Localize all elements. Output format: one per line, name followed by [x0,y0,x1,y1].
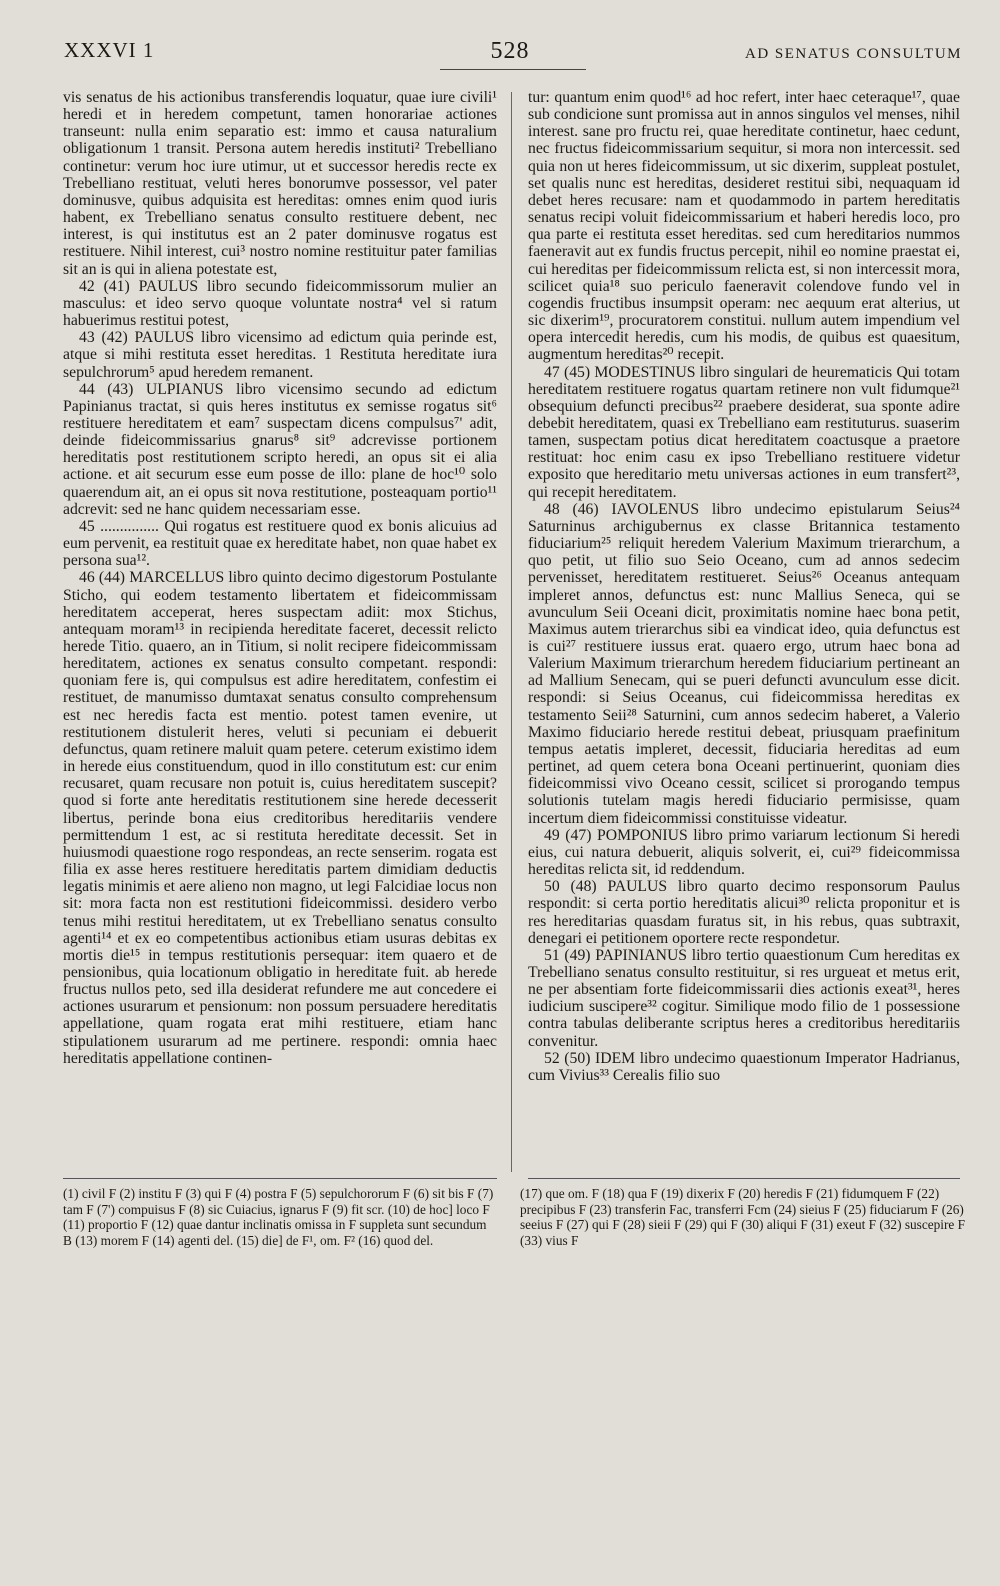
paragraph: 50 (48) PAULUS libro quarto decimo responsorum Paulus respondit: si certa portio hereditatis alicui³⁰ relicta proponitur et is res hereditarias quasdam furatus sit, in his rebus, quas subtraxit, denegari ei petitionem oportere recte respondetur. [528,878,960,947]
paragraph: 43 (42) PAULUS libro vicensimo ad edictum quia perinde est, atque si mihi restituta esset hereditas. 1 Restituta hereditate iura sepulchrorum⁵ apud heredem remanent. [63,329,497,381]
footnote-text: (1) civil F (2) institu F (3) qui F (4) postra F (5) sepulchororum F (6) sit bis F (7) tam F (7') compuisus F (8) sic Cuiacius, ignarus F (9) fit scr. (10) de hoc] loco F (11) proportio F (12) quae dantur inclinatis omissa in F suppleta sunt secundum B (13) morem F (14) agenti del. (15) die] de F¹, om. F² (16) quod del. [63,1186,494,1249]
page-number: 528 [490,38,530,64]
paragraph: 51 (49) PAPINIANUS libro tertio quaestionum Cum hereditas ex Trebelliano senatus consulto restituitur, si res urgueat et metus erit, ne per absentiam forte fideicommissarii dies actionis exeat³¹, heres iudicium suscipere³² cogitur. Similique modo filio de 1 possessione contra tabulas deliberante scriptus heres a creditoribus hereditariis convenitur. [528,946,960,1050]
header-rule [440,69,586,70]
paragraph: 48 (46) IAVOLENUS libro undecimo epistularum Seius²⁴ Saturninus archigubernus ex classe Britannica testamento fiduciarium²⁵ reliquit heredem Valerium Maximum trierarchum, a quo petit, ut filio suo Seio Oceano, cum ad annos sedecim pervenisset, hereditatem restitueret. Seius²⁶ Oceanus antequam impleret annos, defunctus est: nunc Mallius Seneca, qui se avunculum Seii Oceani dicit, proximitatis nomine haec bona petit, Maximus autem trierarchus sibi ea vindicat ideo, quia defunctus est is cui²⁷ restituere iussus erat. quaero ergo, utrum haec bona ad Valerium Maximum trierarchum heredem fiduciarium pertineant an ad Mallium Senecam, qui se pueri defuncti avunculum esse dicit. respondi: si Seius Oceanus, cui fideicommissa hereditas ex testamento Seii²⁸ Saturnini, cum annos sedecim haberet, a Valerio Maximo fiduciario herede restitui debeat, priusquam praefinitum tempus aetatis impleret, decessit, fiduciaria hereditas ad eum pertinet, ad quem cetera bona Oceani pertinuerint, quoniam dies fideicommissi vivo Oceano cessit, scilicet si prorogando tempus solutionis tutelam magis heredi fiduciario permisisse, quam incertum diem fideicommissi constituisse videatur. [528,500,960,827]
paragraph: tur: quantum enim quod¹⁶ ad hoc refert, inter haec ceteraque¹⁷, quae sub condicione sunt promissa aut in annos singulos vel menses, nihil interest. sane pro fructu rei, quae hereditate continetur, haec cedunt, nec fructus fideicommissarium sequitur, si mora non intercessit. sed quia non ut heres fideicommissum, ut sic dixerim, suppleat postulet, set qualis nunc est hereditas, desideret restitui sibi, nequaquam id debet heres recusare: nam et quodammodo in partem hereditatis senatus recipi voluit fideicommissarium et haberi heredis loco, pro qua parte ei restituta esset hereditas. sed cum hereditarios nummos faeneravit aut ex fundis fructus percepit, nihil eo nomine praestat ei, cui hereditas per fideicommissum relicta est, si non intercessit mora, scilicet quia¹⁸ suo periculo faeneravit colendove fundo vel in cogendis fructibus insumpsit operam: nec aequum erat alterius, ut sic dixerim¹⁹, procuratorem constitui. nullum autem impendium vel opera intercedit heredis, cum his modis, de quibus est quaesitum, augmentum hereditas²⁰ recepit. [528,89,960,364]
running-head-right: AD SENATUS CONSULTUM [745,46,962,62]
footnotes-right [520,1186,970,1249]
paragraph: 45 ............... Qui rogatus est restituere quod ex bonis alicuius ad eum pervenit, ea restituit quae ex hereditate habet, non quae habet ex persona sua¹². [63,517,497,570]
left-column [63,89,497,1067]
footnote-rule-left [63,1178,497,1179]
footnote-text: (17) que om. F (18) qua F (19) dixerix F (20) heredis F (21) fidumquem F (22) precipibus F (23) transferin Fac, transferri Fcm (24) sieius F (25) fiduciarum F (26) seeius F (27) qui F (28) sieii F (29) qui F (30) aliqui F (31) exeut F (32) suscepire F (33) vius F [520,1186,966,1249]
column-divider [511,92,512,1172]
footnotes-left [63,1186,497,1249]
paragraph: 52 (50) IDEM libro undecimo quaestionum Imperator Hadrianus, cum Vivius³³ Cerealis filio suo [528,1049,960,1084]
paragraph: 49 (47) POMPONIUS libro primo variarum lectionum Si heredi eius, cui natura debuerit, aliquis solverit, ei, cui²⁹ fideicommissa hereditas relicta sit, id reddendum. [528,826,960,879]
paragraph: 42 (41) PAULUS libro secundo fideicommissorum mulier an masculus: et ideo servo quoque voluntate nostra⁴ vel si ratum habuerimus restitui potest, [63,277,497,330]
running-head-left: XXXVI 1 [64,38,155,62]
right-column [528,89,960,1084]
paragraph: 44 (43) ULPIANUS libro vicensimo secundo ad edictum Papinianus tractat, si quis heres institutus ex semisse rogatus sit⁶ restituere hereditatem et eam⁷ suspectam dicens compulsus⁷' adit, deinde fideicommissarius gnarus⁸ sit⁹ adcrevisse portionem hereditatis post restitutionem scripto heredi, an opus sit ei alia actione. et ait securum esse eum posse de illo: plane de hoc¹⁰ solo quaerendum ait, an ei opus sit nova restitutione, posteaquam portio¹¹ adcrevit: sed ne hanc quidem necessariam esse. [63,380,497,518]
paragraph: vis senatus de his actionibus transferendis loquatur, quae iure civili¹ heredi et in heredem competunt, tamen honorariae actiones transeunt: nulla enim separatio est: immo et causa naturalium obligationum 1 transit. Persona autem heredis instituti² Trebelliano continetur: verum hoc iure utimur, ut et successor heredis recte ex Trebelliano restituat, veluti heres bonorumve possessor, vel pater dominusve, quibus adquisita est hereditas: omnes enim quod iuris habent, ex Trebelliano senatus consulto restituere debent, nec interest, is qui institutus est an 2 pater dominusve rogatus est restituere. Nihil interest, cui³ nostro nomine restituitur pater familias sit an is qui in aliena potestate est, [63,89,497,278]
paragraph: 47 (45) MODESTINUS libro singulari de heurematicis Qui totam hereditatem restituere rogatus quartam retinere non vult fidumque²¹ obsequium defuncti precibus²² praebere desiderat, sua sponte adire debebit hereditatem, quasi ex Trebelliano eam restituturus. suaserim tamen, suspectam potius dicat hereditatem coactusque a praetore restituat: hoc enim casu ex ipso Trebelliano restituere videtur exposito que hereditario metu universas actiones in eum transfert²³, qui recepit hereditatem. [528,363,960,501]
footnote-rule-right [528,1178,960,1179]
paragraph: 46 (44) MARCELLUS libro quinto decimo digestorum Postulante Sticho, qui eodem testamento libertatem et fideicommissam hereditatem acceperat, heres suspectam adiit: mox Stichus, antequam moram¹³ in recipienda hereditate faceret, decessit relicto herede Titio. quaero, an in Titium, si nolit recipere fideicommissam hereditatem, actiones ex senatus consulto competant. respondi: quoniam fere is, qui compulsus est adire hereditatem, confestim ei restituet, de manumisso dumtaxat senatus consulto comprehensum est nec heredis facta est mentio. potest tamen evenire, ut restitutionem distulerit heres, veluti si pecuniam ei debuerit defunctus, quam retinere maluit quam petere. ceterum existimo idem in herede eius constituendum, quod in illo constitutum est: cur enim recusaret, quam recusare non potuit is, cuius hereditatem suscepit? quod si forte ante hereditatis restitutionem sine herede decesserit libertus, perinde bona eius creditoribus hereditariis vendere permittendum 1 est, ac si restituta hereditate decessit. Set in huiusmodi quaestione rogo respondeas, an recte senserim. rogata est filia ex asse heres restituere hereditatis partem dimidiam deductis legatis minimis et aere alieno non magno, ut legi Falcidiae locus non sit: mora facta non est restitutioni fideicommissi. desidero verbo tenus mihi restitui hereditatem, ut ex Trebelliano senatus consulto agenti¹⁴ et ex eo competentibus actionibus etiam usuras debitas ex mortis die¹⁵ in tempus restitutionis persequar: item quaero et de pensionibus, quia locationum obligatio in hereditate fuit. ab herede fructus nullos peto, sed illa desiderat refundere me aut concedere ei actiones usurarum et pensionum: non possum persuadere hereditatis appellatione, quam rogata erat mihi restituere, etiam hanc stipulationem usurarum ad me pertinere. respondi: omnia haec hereditatis appellatione continen- [63,569,497,1067]
